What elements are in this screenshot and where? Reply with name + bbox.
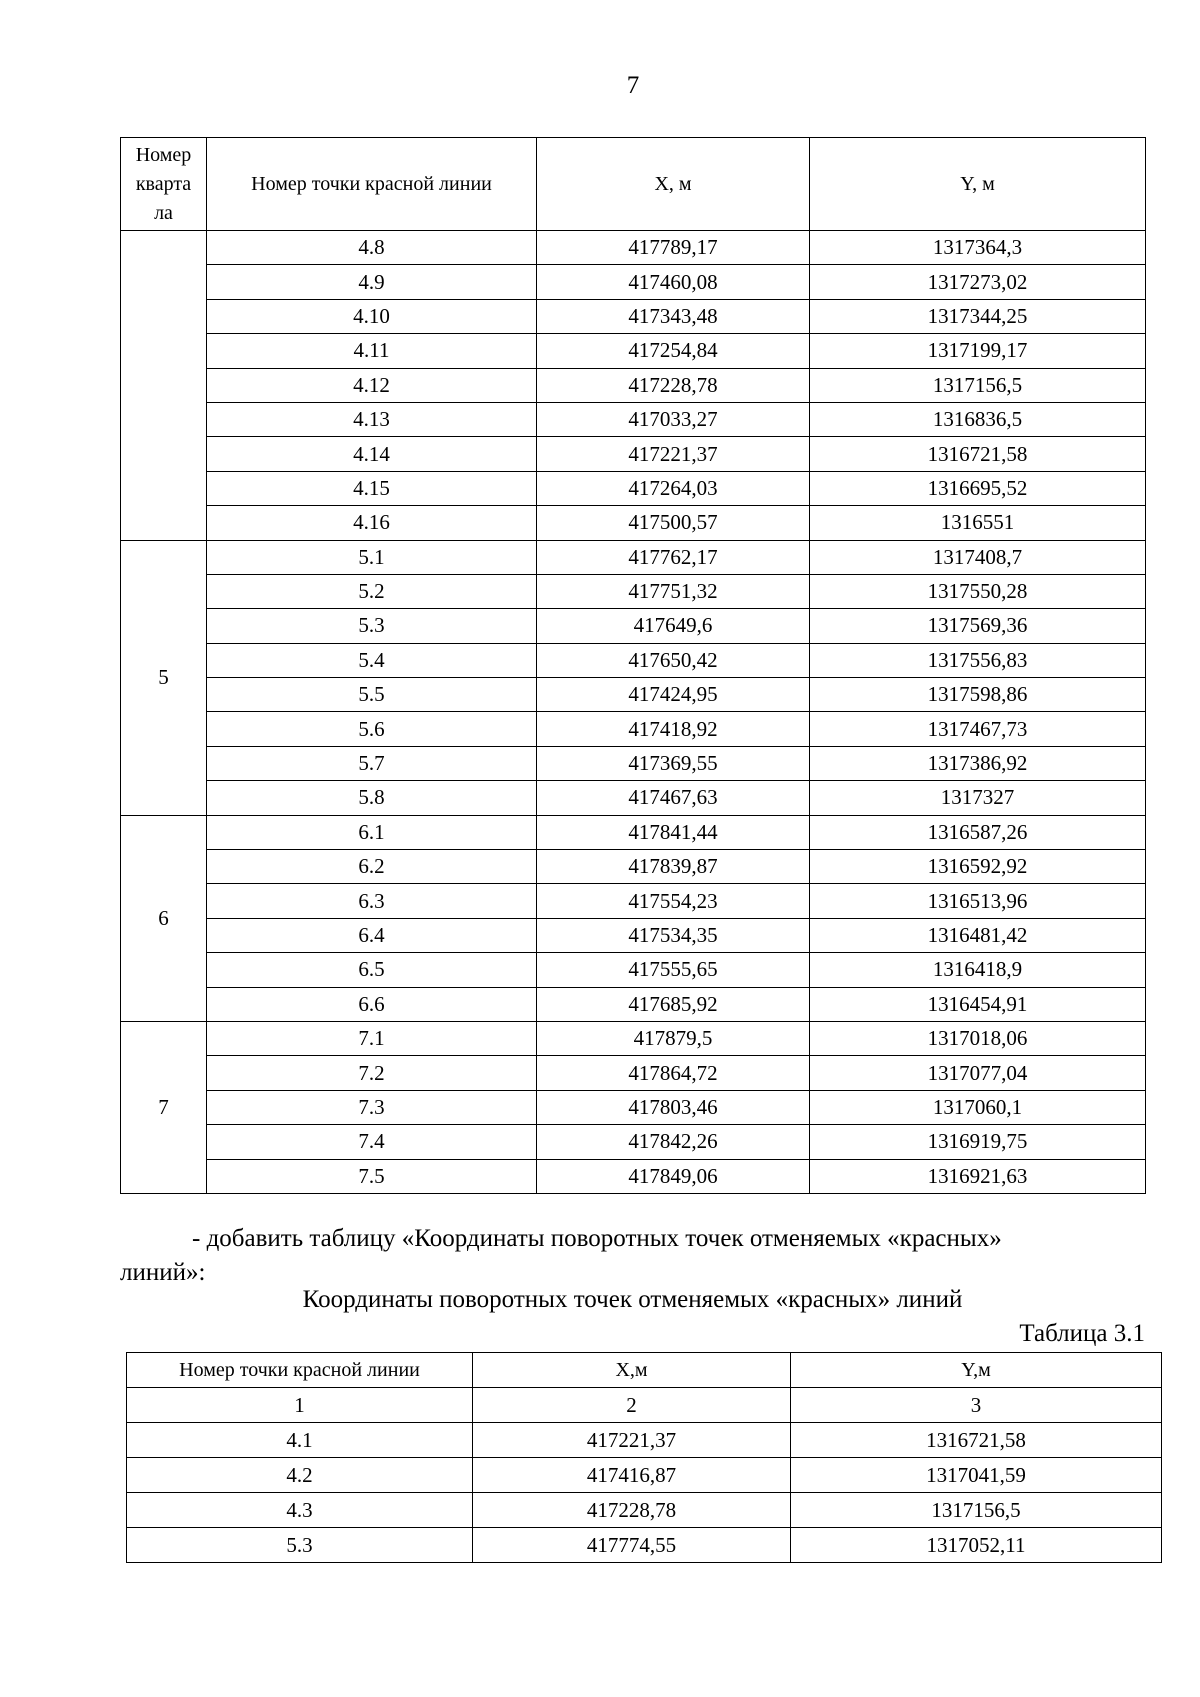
table-caption: Таблица 3.1 xyxy=(1019,1320,1145,1347)
table-row xyxy=(121,299,1146,333)
x-coordinate-cell: 417554,23 xyxy=(537,884,810,918)
point-number-cell: 4.13 xyxy=(207,402,537,436)
point-number-cell: 5.3 xyxy=(207,609,537,643)
x-coordinate-cell: 417424,95 xyxy=(537,678,810,712)
y-coordinate-cell: 1317060,1 xyxy=(810,1090,1146,1124)
point-number-cell: 4.9 xyxy=(207,265,537,299)
y-coordinate-cell: 1316592,92 xyxy=(810,850,1146,884)
y-coordinate-cell: 1317598,86 xyxy=(810,678,1146,712)
y-coordinate-cell: 1316921,63 xyxy=(810,1159,1146,1193)
header-x: X, м xyxy=(537,138,810,231)
point-number-cell: 6.6 xyxy=(207,987,537,1021)
y-coordinate-cell: 1316836,5 xyxy=(810,402,1146,436)
y-coordinate-cell: 1316695,52 xyxy=(810,471,1146,505)
y-coordinate-cell: 1317327 xyxy=(810,781,1146,815)
table-row xyxy=(121,1159,1146,1193)
point-number-cell: 5.3 xyxy=(127,1528,473,1563)
y-coordinate-cell: 1317467,73 xyxy=(810,712,1146,746)
table-row xyxy=(121,678,1146,712)
table-row xyxy=(121,712,1146,746)
table-row xyxy=(121,265,1146,299)
table-row xyxy=(121,540,1146,574)
point-number-cell: 5.6 xyxy=(207,712,537,746)
point-number-cell: 7.2 xyxy=(207,1056,537,1090)
y-coordinate-cell: 1317199,17 xyxy=(810,334,1146,368)
y-coordinate-cell: 1316418,9 xyxy=(810,953,1146,987)
x-coordinate-cell: 417500,57 xyxy=(537,506,810,540)
x-coordinate-cell: 417416,87 xyxy=(473,1458,791,1493)
header-y: Y,м xyxy=(791,1353,1162,1388)
cancelled-red-line-points-table xyxy=(126,1352,1162,1563)
y-coordinate-cell: 1317386,92 xyxy=(810,746,1146,780)
point-number-cell: 4.8 xyxy=(207,231,537,265)
x-coordinate-cell: 417774,55 xyxy=(473,1528,791,1563)
table-body xyxy=(121,231,1146,1194)
y-coordinate-cell: 1316721,58 xyxy=(791,1423,1162,1458)
table-row xyxy=(121,850,1146,884)
x-coordinate-cell: 417751,32 xyxy=(537,574,810,608)
point-number-cell: 5.2 xyxy=(207,574,537,608)
header-point-number: Номер точки красной линии xyxy=(207,138,537,231)
table-row xyxy=(121,574,1146,608)
table-row xyxy=(127,1423,1162,1458)
x-coordinate-cell: 417418,92 xyxy=(537,712,810,746)
x-coordinate-cell: 417649,6 xyxy=(537,609,810,643)
column-number: 2 xyxy=(473,1388,791,1423)
x-coordinate-cell: 417685,92 xyxy=(537,987,810,1021)
point-number-cell: 5.5 xyxy=(207,678,537,712)
header-x: X,м xyxy=(473,1353,791,1388)
red-line-points-table xyxy=(120,137,1146,1194)
quarter-number-cell: 6 xyxy=(121,815,207,1021)
table-row xyxy=(121,953,1146,987)
y-coordinate-cell: 1317364,3 xyxy=(810,231,1146,265)
column-number: 3 xyxy=(791,1388,1162,1423)
point-number-cell: 4.11 xyxy=(207,334,537,368)
point-number-cell: 5.4 xyxy=(207,643,537,677)
table-row xyxy=(121,746,1146,780)
x-coordinate-cell: 417762,17 xyxy=(537,540,810,574)
x-coordinate-cell: 417879,5 xyxy=(537,1021,810,1055)
y-coordinate-cell: 1316721,58 xyxy=(810,437,1146,471)
x-coordinate-cell: 417460,08 xyxy=(537,265,810,299)
y-coordinate-cell: 1317041,59 xyxy=(791,1458,1162,1493)
x-coordinate-cell: 417369,55 xyxy=(537,746,810,780)
quarter-number-cell: 5 xyxy=(121,540,207,815)
point-number-cell: 4.3 xyxy=(127,1493,473,1528)
table-row xyxy=(121,334,1146,368)
y-coordinate-cell: 1316481,42 xyxy=(810,918,1146,952)
table-row xyxy=(121,1021,1146,1055)
x-coordinate-cell: 417650,42 xyxy=(537,643,810,677)
y-coordinate-cell: 1317156,5 xyxy=(810,368,1146,402)
table-row xyxy=(121,884,1146,918)
table-row xyxy=(121,815,1146,849)
point-number-cell: 5.8 xyxy=(207,781,537,815)
page-number: 7 xyxy=(626,72,640,99)
table-row xyxy=(121,781,1146,815)
y-coordinate-cell: 1317556,83 xyxy=(810,643,1146,677)
y-coordinate-cell: 1317408,7 xyxy=(810,540,1146,574)
table-row xyxy=(127,1493,1162,1528)
table-heading: Координаты поворотных точек отменяемых «красных» линий xyxy=(302,1286,963,1313)
x-coordinate-cell: 417228,78 xyxy=(473,1493,791,1528)
point-number-cell: 6.1 xyxy=(207,815,537,849)
table-row xyxy=(121,1090,1146,1124)
x-coordinate-cell: 417264,03 xyxy=(537,471,810,505)
x-coordinate-cell: 417803,46 xyxy=(537,1090,810,1124)
point-number-cell: 5.1 xyxy=(207,540,537,574)
header-point-number: Номер точки красной линии xyxy=(127,1353,473,1388)
column-number: 1 xyxy=(127,1388,473,1423)
x-coordinate-cell: 417839,87 xyxy=(537,850,810,884)
point-number-cell: 4.10 xyxy=(207,299,537,333)
point-number-cell: 6.3 xyxy=(207,884,537,918)
point-number-cell: 5.7 xyxy=(207,746,537,780)
point-number-cell: 6.2 xyxy=(207,850,537,884)
table-row xyxy=(121,368,1146,402)
column-numbering-row xyxy=(127,1388,1162,1423)
point-number-cell: 7.5 xyxy=(207,1159,537,1193)
point-number-cell: 4.15 xyxy=(207,471,537,505)
x-coordinate-cell: 417221,37 xyxy=(537,437,810,471)
x-coordinate-cell: 417555,65 xyxy=(537,953,810,987)
x-coordinate-cell: 417842,26 xyxy=(537,1125,810,1159)
table-row xyxy=(121,402,1146,436)
y-coordinate-cell: 1316454,91 xyxy=(810,987,1146,1021)
point-number-cell: 4.14 xyxy=(207,437,537,471)
y-coordinate-cell: 1317018,06 xyxy=(810,1021,1146,1055)
table-row xyxy=(121,231,1146,265)
table-row xyxy=(121,609,1146,643)
y-coordinate-cell: 1316587,26 xyxy=(810,815,1146,849)
table-header-row xyxy=(127,1353,1162,1388)
y-coordinate-cell: 1317569,36 xyxy=(810,609,1146,643)
x-coordinate-cell: 417841,44 xyxy=(537,815,810,849)
x-coordinate-cell: 417789,17 xyxy=(537,231,810,265)
header-y: Y, м xyxy=(810,138,1146,231)
table-body xyxy=(127,1423,1162,1563)
point-number-cell: 6.4 xyxy=(207,918,537,952)
y-coordinate-cell: 1316513,96 xyxy=(810,884,1146,918)
x-coordinate-cell: 417849,06 xyxy=(537,1159,810,1193)
y-coordinate-cell: 1317156,5 xyxy=(791,1493,1162,1528)
x-coordinate-cell: 417534,35 xyxy=(537,918,810,952)
table-row xyxy=(121,987,1146,1021)
point-number-cell: 4.2 xyxy=(127,1458,473,1493)
x-coordinate-cell: 417864,72 xyxy=(537,1056,810,1090)
table-row xyxy=(127,1458,1162,1493)
table-header-row xyxy=(121,138,1146,231)
y-coordinate-cell: 1317077,04 xyxy=(810,1056,1146,1090)
y-coordinate-cell: 1317052,11 xyxy=(791,1528,1162,1563)
point-number-cell: 7.1 xyxy=(207,1021,537,1055)
point-number-cell: 4.16 xyxy=(207,506,537,540)
instruction-text-line-2: линий»: xyxy=(120,1259,206,1286)
instruction-text-line-1: - добавить таблицу «Координаты поворотных точек отменяемых «красных» xyxy=(192,1225,1002,1252)
quarter-number-cell xyxy=(121,231,207,541)
x-coordinate-cell: 417467,63 xyxy=(537,781,810,815)
x-coordinate-cell: 417221,37 xyxy=(473,1423,791,1458)
point-number-cell: 4.1 xyxy=(127,1423,473,1458)
header-quarter-number: Номер кварта ла xyxy=(121,138,207,231)
x-coordinate-cell: 417343,48 xyxy=(537,299,810,333)
table-row xyxy=(121,506,1146,540)
x-coordinate-cell: 417254,84 xyxy=(537,334,810,368)
x-coordinate-cell: 417033,27 xyxy=(537,402,810,436)
y-coordinate-cell: 1316551 xyxy=(810,506,1146,540)
y-coordinate-cell: 1317273,02 xyxy=(810,265,1146,299)
table-row xyxy=(121,471,1146,505)
table-row xyxy=(121,1056,1146,1090)
y-coordinate-cell: 1316919,75 xyxy=(810,1125,1146,1159)
x-coordinate-cell: 417228,78 xyxy=(537,368,810,402)
y-coordinate-cell: 1317550,28 xyxy=(810,574,1146,608)
table-row xyxy=(127,1528,1162,1563)
quarter-number-cell: 7 xyxy=(121,1021,207,1193)
y-coordinate-cell: 1317344,25 xyxy=(810,299,1146,333)
table-row xyxy=(121,918,1146,952)
point-number-cell: 7.3 xyxy=(207,1090,537,1124)
table-row xyxy=(121,1125,1146,1159)
point-number-cell: 6.5 xyxy=(207,953,537,987)
table-row xyxy=(121,643,1146,677)
table-row xyxy=(121,437,1146,471)
point-number-cell: 4.12 xyxy=(207,368,537,402)
point-number-cell: 7.4 xyxy=(207,1125,537,1159)
